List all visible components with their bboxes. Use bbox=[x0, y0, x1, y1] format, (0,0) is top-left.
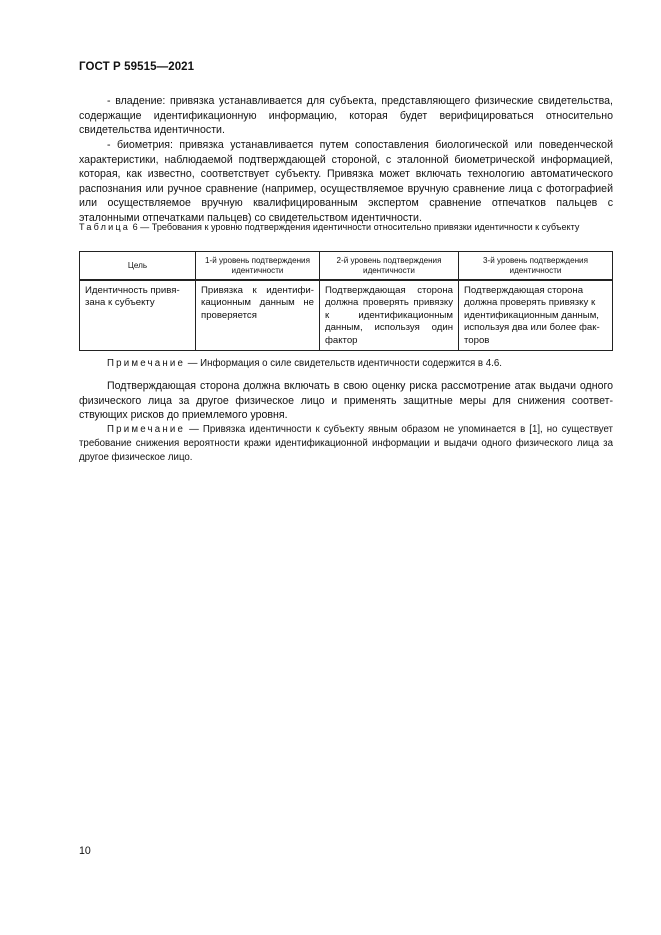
table-caption-label: Таблица bbox=[79, 222, 131, 232]
note-2-text: — Привязка идентичности к субъекту явным образом не упоминается в [1], но существует требование снижения вероятности кражи идентификационной информации и выдачи одного физического лица за другое физическое лицо. bbox=[79, 424, 613, 463]
note-1-text: — Информация о силе свидетельств идентичности содержится в 4.6. bbox=[185, 358, 502, 369]
page-number: 10 bbox=[79, 845, 91, 857]
table-cell: Подтверждающая сторона должна проверять привязку к идентификационным данным, используя один фактор bbox=[320, 280, 459, 351]
paragraph-risk-text: Подтверждающая сторона должна включать в свою оценку риска рассмотрение атак выдачи одного физического лица за другое физическое лицо и применять защитные меры для снижения соответствующих рисков до приемлемого уровня. bbox=[79, 380, 613, 422]
table-cell: Привязка к идентификационным данным не проверяется bbox=[196, 280, 320, 351]
table-header-cell: 2-й уровень подтверждения идентичности bbox=[320, 252, 459, 281]
paragraph-biometry-text: - биометрия: привязка устанавливается путем сопоставления биологической или поведенческой характеристики, наблюдаемой подтверждающей стороной, с эталонной биометрической информацией, которая, как известно, соответствует субъекту. Привязка может включать технологию автоматического распознания или ручное сравнение (например, осуществляемое вручную сравнение лица с фотографией или осуществляемое вручную квалифицированным экспертом сравнение отпечатков пальцев с эталонными отпечатками пальцев) со свидетельством идентичности. bbox=[79, 139, 613, 224]
document-header: ГОСТ Р 59515—2021 bbox=[79, 61, 195, 73]
table-header-cell: Цель bbox=[80, 252, 196, 281]
table-header-cell: 1-й уровень подтверждения идентичности bbox=[196, 252, 320, 281]
table-header-row bbox=[80, 252, 613, 281]
note-1 bbox=[79, 357, 613, 371]
table-cell: Идентичность привязана к субъекту bbox=[80, 280, 196, 351]
table-cell: Подтверждающая сторона должна проверять привязку к идентификационным данным, используя два или более факторов bbox=[459, 280, 613, 351]
paragraph-biometry bbox=[79, 138, 613, 226]
note-1-label: Примечание bbox=[107, 358, 186, 369]
table-caption-text: 6 — Требования к уровню подтверждения идентичности относительно привязки идентичности к субъекту bbox=[132, 222, 580, 232]
table-header-cell: 3-й уровень подтверждения идентичности bbox=[459, 252, 613, 281]
table-caption bbox=[79, 222, 613, 233]
note-2-label: Примечание bbox=[107, 424, 186, 435]
paragraph-ownership bbox=[79, 94, 613, 138]
requirements-table bbox=[79, 251, 613, 351]
note-2 bbox=[79, 423, 613, 464]
paragraph-ownership-text: - владение: привязка устанавливается для субъекта, представляющего физические свидетельства, содержащие идентификационную информацию, которая будет верифицироваться относительно свидетельства идентичности. bbox=[79, 95, 613, 137]
table-row bbox=[80, 280, 613, 351]
paragraph-risk bbox=[79, 379, 613, 423]
